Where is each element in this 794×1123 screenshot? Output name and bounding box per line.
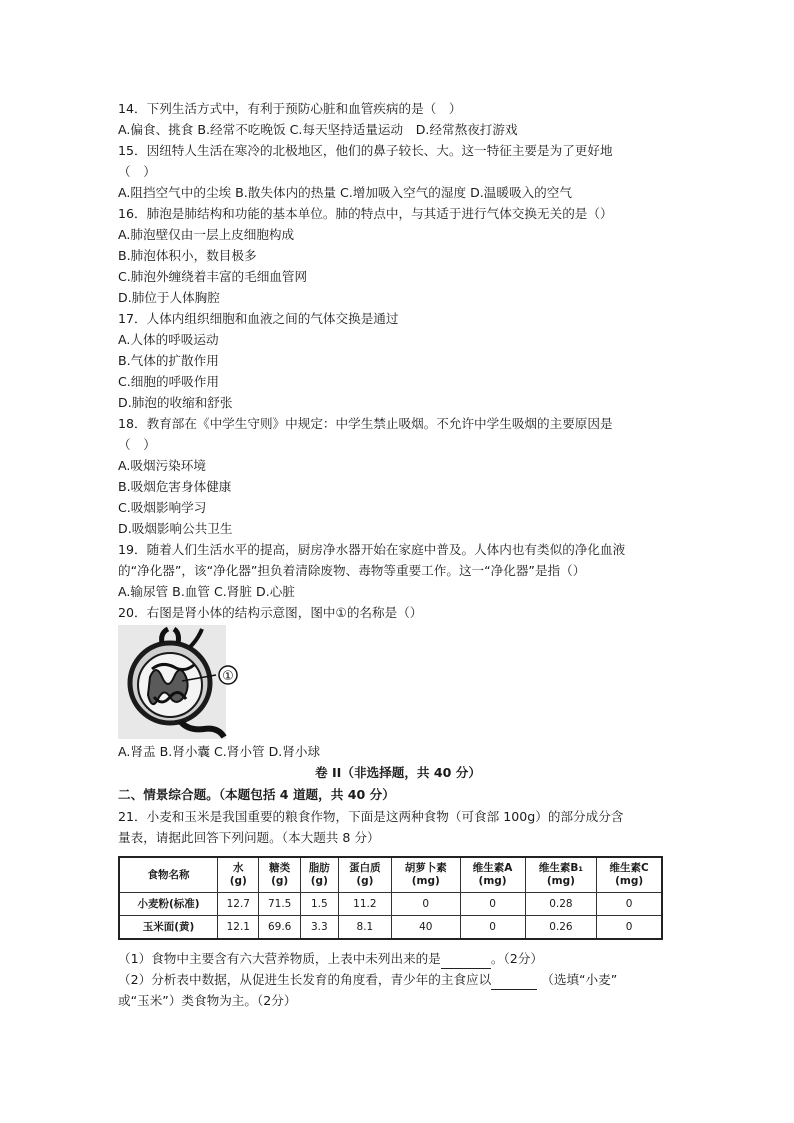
q21-sub1	[118, 948, 678, 969]
q15-options: A.阻挡空气中的尘埃 B.散失体内的热量 C.增加吸入空气的湿度 D.温暖吸入的空气	[118, 185, 572, 200]
table-cell: 0	[460, 893, 525, 916]
q21-sub1-text: （1）食物中主要含有六大营养物质，上表中未列出来的是	[118, 951, 441, 966]
renal-corpuscle-figure	[118, 623, 678, 741]
q17-stem: 17．人体内组织细胞和血液之间的气体交换是通过	[118, 311, 399, 326]
q21-sub2-answer-blank[interactable]	[491, 975, 537, 990]
table-cell: 3.3	[300, 916, 338, 940]
exam-content	[118, 98, 678, 1011]
table-row	[119, 916, 662, 940]
table-cell: 小麦粉(标准)	[119, 893, 218, 916]
col-header: 水 (g)	[218, 857, 259, 893]
q17-option-c: C.细胞的呼吸作用	[118, 374, 219, 389]
q18-stem: 18．教育部在《中学生守则》中规定：中学生禁止吸烟。不允许中学生吸烟的主要原因是	[118, 416, 613, 431]
q21-stem-line2: 量表，请据此回答下列问题。（本大题共 8 分）	[118, 830, 380, 845]
table-cell: 0	[597, 916, 662, 940]
table-cell: 11.2	[338, 893, 391, 916]
q17-option-b: B.气体的扩散作用	[118, 353, 219, 368]
table-cell: 0	[391, 893, 460, 916]
q21-sub2-hint: （选填“小麦”	[541, 972, 618, 987]
q21-sub1-answer-blank[interactable]	[441, 954, 491, 969]
table-cell: 玉米面(黄)	[119, 916, 218, 940]
q19-stem-line1: 19．随着人们生活水平的提高，厨房净水器开始在家庭中普及。人体内也有类似的净化血液	[118, 542, 626, 557]
nutrition-table	[118, 856, 663, 940]
col-header: 糖类 (g)	[259, 857, 300, 893]
q15-stem: 15．因纽特人生活在寒冷的北极地区，他们的鼻子较长、大。这一特征主要是为了更好地	[118, 143, 613, 158]
q21-sub2-line2: 或“玉米”）类食物为主。（2分）	[118, 993, 297, 1008]
q19-options: A.输尿管 B.血管 C.肾脏 D.心脏	[118, 584, 295, 599]
q20-options: A.肾盂 B.肾小囊 C.肾小管 D.肾小球	[118, 744, 321, 759]
q18-option-a: A.吸烟污染环境	[118, 458, 206, 473]
q14-stem: 14．下列生活方式中，有利于预防心脏和血管疾病的是（ ）	[118, 101, 462, 116]
q18-paren: （ ）	[118, 437, 156, 452]
table-cell: 12.7	[218, 893, 259, 916]
table-cell: 69.6	[259, 916, 300, 940]
q21-sub2	[118, 969, 678, 990]
q16-option-a: A.肺泡壁仅由一层上皮细胞构成	[118, 227, 295, 242]
col-header: 蛋白质 (g)	[338, 857, 391, 893]
col-header: 食物名称	[119, 857, 218, 893]
q18-option-d: D.吸烟影响公共卫生	[118, 521, 233, 536]
table-cell: 0.28	[525, 893, 597, 916]
col-header: 胡萝卜素 (mg)	[391, 857, 460, 893]
q16-option-c: C.肺泡外缠绕着丰富的毛细血管网	[118, 269, 308, 284]
q21-sub1-points: 。（2分）	[490, 951, 543, 966]
q18-option-c: C.吸烟影响学习	[118, 500, 207, 515]
col-header: 维生素C (mg)	[597, 857, 662, 893]
part2-section-heading: 二、情景综合题。（本题包括 4 道题，共 40 分）	[118, 787, 395, 802]
q16-option-b: B.肺泡体积小，数目极多	[118, 248, 257, 263]
renal-corpuscle-diagram	[118, 625, 248, 739]
q21-sub2-text: （2）分析表中数据，从促进生长发育的角度看，青少年的主食应以	[118, 972, 492, 987]
q16-option-d: D.肺位于人体胸腔	[118, 290, 220, 305]
figure-label-1: ①	[222, 669, 234, 684]
q16-stem: 16．肺泡是肺结构和功能的基本单位。肺的特点中，与其适于进行气体交换无关的是（）	[118, 206, 613, 221]
q18-option-b: B.吸烟危害身体健康	[118, 479, 232, 494]
table-header-row	[119, 857, 662, 893]
q17-option-a: A.人体的呼吸运动	[118, 332, 219, 347]
table-cell: 40	[391, 916, 460, 940]
q17-option-d: D.肺泡的收缩和舒张	[118, 395, 233, 410]
table-cell: 0	[460, 916, 525, 940]
table-row	[119, 893, 662, 916]
q21-stem-line1: 21．小麦和玉米是我国重要的粮食作物，下面是这两种食物（可食部 100g）的部分成分含	[118, 809, 624, 824]
part2-title: 卷 II（非选择题，共 40 分）	[315, 765, 481, 780]
table-cell: 0	[597, 893, 662, 916]
table-cell: 12.1	[218, 916, 259, 940]
col-header: 脂肪 (g)	[300, 857, 338, 893]
q15-paren: （ ）	[118, 164, 156, 179]
col-header: 维生素B₁ (mg)	[525, 857, 597, 893]
q19-stem-line2: 的“净化器”，该“净化器”担负着清除废物、毒物等重要工作。这一“净化器”是指（）	[118, 563, 586, 578]
table-cell: 71.5	[259, 893, 300, 916]
col-header: 维生素A (mg)	[460, 857, 525, 893]
table-cell: 0.26	[525, 916, 597, 940]
q14-options: A.偏食、挑食 B.经常不吃晚饭 C.每天坚持适量运动 D.经常熬夜打游戏	[118, 122, 518, 137]
table-cell: 1.5	[300, 893, 338, 916]
q20-stem: 20．右图是肾小体的结构示意图，图中①的名称是（）	[118, 605, 423, 620]
table-cell: 8.1	[338, 916, 391, 940]
